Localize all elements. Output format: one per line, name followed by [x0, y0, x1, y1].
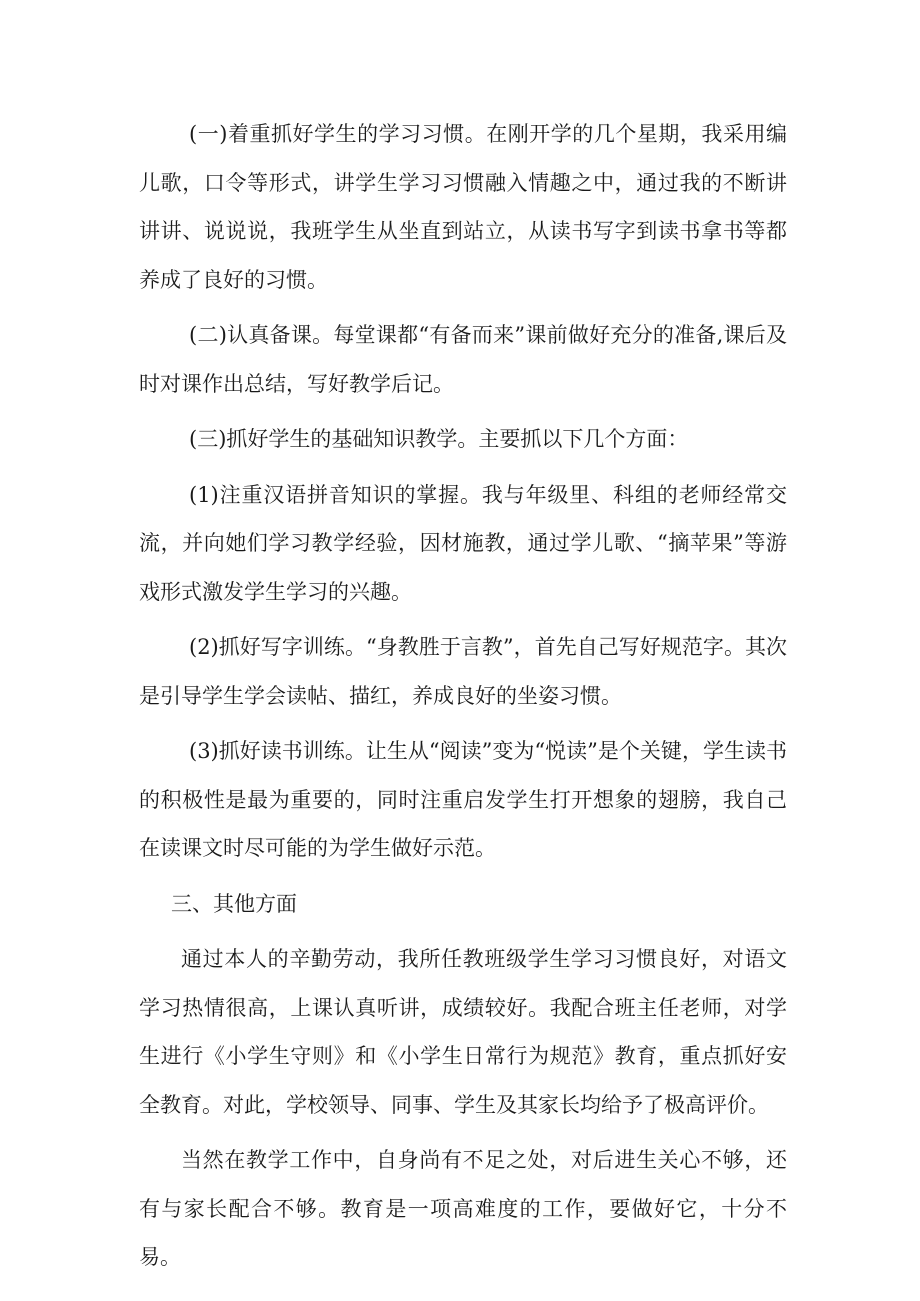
paragraph-reading-training: (3)抓好读书训练。让生从“阅读”变为“悦读”是个关键，学生读书的积极性是最为重要的，同时注重启发学生打开想象的翅膀，我自己在读课文时尽可能的为学生做好示范。 [139, 739, 787, 860]
paragraph-shortcomings: 当然在教学工作中，自身尚有不足之处，对后进生关心不够，还有与家长配合不够。教育是一项高难度的工作，要做好它，十分不易。 [139, 1148, 787, 1269]
paragraph-lesson-prep: (二)认真备课。每堂课都“有备而来”课前做好充分的准备,课后及时对课作出总结，写好教学后记。 [139, 323, 787, 396]
section-heading-other: 三、其他方面 [171, 891, 297, 916]
paragraph-basic-knowledge: (三)抓好学生的基础知识教学。主要抓以下几个方面： [189, 427, 689, 451]
document-body [139, 110, 787, 1289]
paragraph-writing-training: (2)抓好写字训练。“身教胜于言教”，首先自己写好规范字。其次是引导学生学会读帖、描红，养成良好的坐姿习惯。 [139, 635, 787, 708]
paragraph-pinyin: (1)注重汉语拼音知识的掌握。我与年级里、科组的老师经常交流，并向她们学习教学经验，因材施教，通过学儿歌、“摘苹果”等游戏形式激发学生学习的兴趣。 [139, 482, 787, 604]
paragraph-results: 通过本人的辛勤劳动，我所任教班级学生学习习惯良好，对语文学习热情很高，上课认真听讲，成绩较好。我配合班主任老师，对学生进行《小学生守则》和《小学生日常行为规范》教育，重点抓好安全教育。对此，学校领导、同事、学生及其家长均给予了极高评价。 [139, 947, 787, 1117]
paragraph-study-habits: (一)着重抓好学生的学习习惯。在刚开学的几个星期，我采用编儿歌，口令等形式，讲学生学习习惯融入情趣之中，通过我的不断讲讲讲、说说说，我班学生从坐直到站立，从读书写字到读书拿书等都养成了良好的习惯。 [139, 122, 787, 292]
